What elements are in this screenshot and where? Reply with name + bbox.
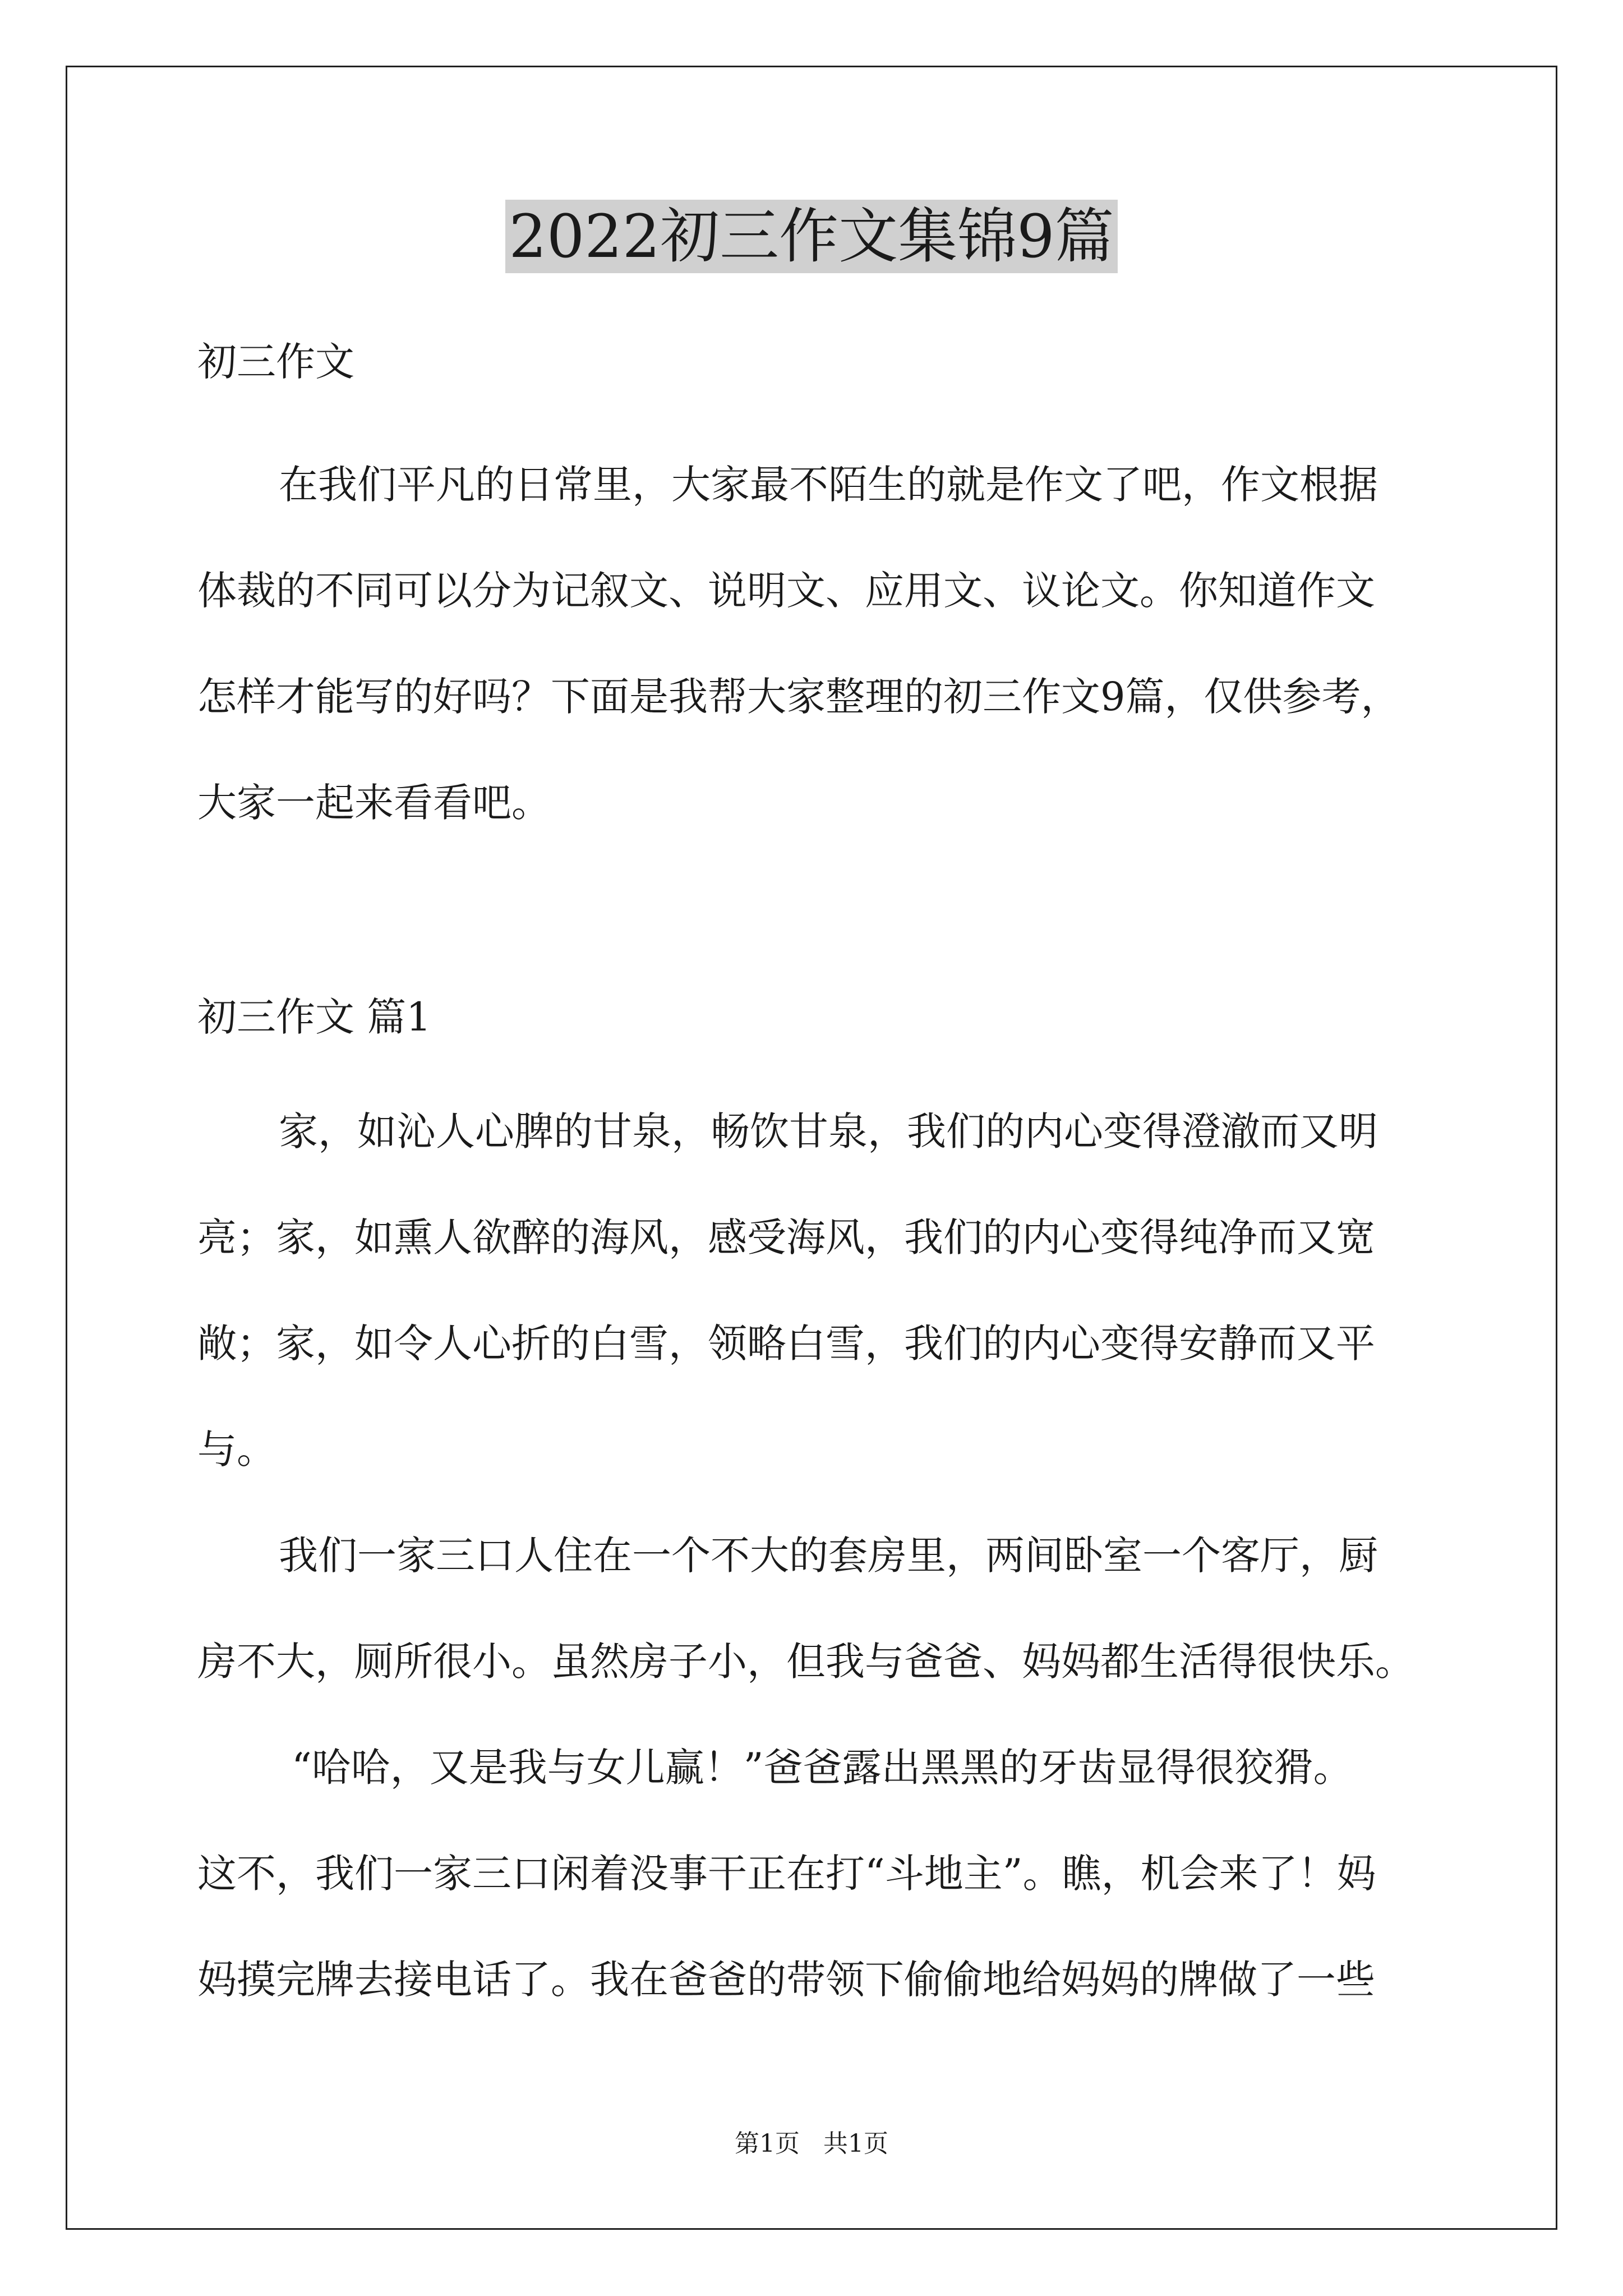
paragraph-line: 在我们平凡的日常里，大家最不陌生的就是作文了吧，作文根据	[279, 462, 1378, 508]
section-heading: 初三作文	[197, 339, 354, 385]
paragraph-line: 家，如沁人心脾的甘泉，畅饮甘泉，我们的内心变得澄澈而又明	[279, 1108, 1378, 1154]
page-footer	[0, 2127, 1623, 2161]
paragraph-line: 与。	[197, 1427, 276, 1473]
section-heading: 初三作文 篇1	[197, 994, 431, 1040]
paragraph-line: 体裁的不同可以分为记叙文、说明文、应用文、议论文。你知道作文	[197, 568, 1375, 614]
page-number: 第1页	[735, 2129, 800, 2158]
paragraph-line: 我们一家三口人住在一个不大的套房里，两间卧室一个客厅，厨	[279, 1533, 1378, 1579]
paragraph-line: 妈摸完牌去接电话了。我在爸爸的带领下偷偷地给妈妈的牌做了一些	[197, 1957, 1375, 2003]
paragraph-line: 敞；家，如令人心折的白雪，领略白雪，我们的内心变得安静而又平	[197, 1320, 1375, 1366]
page-total: 共1页	[823, 2129, 888, 2158]
paragraph-line: 怎样才能写的好吗？下面是我帮大家整理的初三作文9篇，仅供参考，	[197, 674, 1400, 720]
paragraph-line: “哈哈，又是我与女儿赢！”爸爸露出黑黑的牙齿显得很狡猾。	[292, 1745, 1353, 1791]
paragraph-line: 亮；家，如熏人欲醉的海风，感受海风，我们的内心变得纯净而又宽	[197, 1214, 1375, 1260]
title-text: 2022初三作文集锦9篇	[505, 200, 1117, 273]
document-title	[0, 197, 1623, 276]
paragraph-line: 房不大，厕所很小。虽然房子小，但我与爸爸、妈妈都生活得很快乐。	[197, 1639, 1414, 1685]
paragraph-line: 大家一起来看看吧。	[197, 780, 551, 826]
paragraph-line: 这不，我们一家三口闲着没事干正在打“斗地主”。瞧，机会来了！妈	[197, 1851, 1376, 1897]
